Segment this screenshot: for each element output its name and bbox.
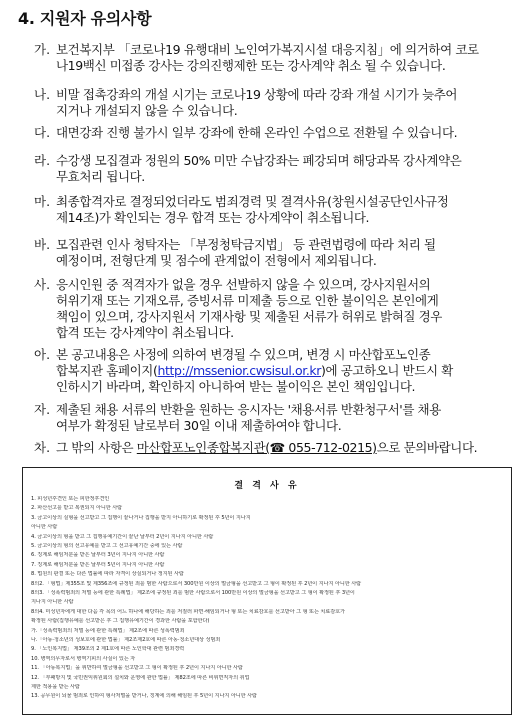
item-line: 나19백신 미접종 강사는 강의진행제한 또는 강사계약 취소 될 수 있습니다. (56, 58, 446, 73)
item-line: 모집관련 인사 청탁자는 「부정청탁금지법」 등 관련법령에 따라 처리 될 (56, 237, 436, 252)
item-label: 나. (34, 87, 51, 102)
item-label: 가. (34, 42, 51, 57)
item-label: 마. (34, 194, 51, 209)
item-text (56, 42, 510, 74)
item-line: 제14조)가 확인되는 경우 합격 또는 강사계약이 취소됩니다. (56, 210, 370, 225)
disqualification-line: 8의2. 「형법」제355조 및 제356조에 규정된 죄를 범한 사람으로서 300만원 이상의 벌금형을 선고받고 그 형이 확정된 후 2년이 지나지 아니한 사람 (31, 580, 362, 587)
item-line: 대면강좌 진행 불가시 일부 강좌에 한해 온라인 수업으로 전환될 수 있습니다. (56, 125, 458, 140)
item-line: 무효처리 됩니다. (56, 169, 145, 184)
disqualification-line: 13. 공무원이 뇌물 범죄로 인하여 형사처벌을 받거나, 징계에 의해 해임된 후 5년이 지나지 아니한 사람 (31, 693, 257, 700)
disqualification-line: 3. 금고이상의 실형을 선고받고 그 집행이 끝나거나 집행을 받지 아니하기로 확정된 후 5년이 지나지 (31, 514, 251, 521)
disqualification-line: 4. 금고이상의 형을 받고 그 집행유예기간이 끝난 날부터 2년이 지나지 아니한 사람 (31, 533, 214, 540)
item-text (56, 237, 510, 269)
item-line-with-link (56, 363, 510, 379)
disqualification-line: 8. 법원의 판결 또는 다른 법률에 따라 자격이 상실되거나 정지된 사람 (31, 571, 184, 578)
item-line: 여부가 확정된 날로부터 30일 이내 제출하여야 합니다. (56, 418, 342, 433)
link-prefix: 합복지관 홈페이지( (56, 363, 158, 378)
link-suffix: )에 공고하오니 반드시 확 (321, 363, 453, 378)
item-line: 인하시기 바라며, 확인하지 아니하여 받는 불이익은 본인 책임입니다. (56, 379, 416, 394)
contact-prefix: 그 밖의 사항은 (56, 440, 137, 455)
item-text (56, 153, 510, 185)
item-line: 응시인원 중 적격자가 없을 경우 선발하지 않을 수 있으며, 강사지원서의 (56, 277, 431, 292)
disqualification-line: 아니한 사람 (31, 524, 58, 531)
disqualification-line: 지나지 아니한 사람 (31, 599, 74, 606)
item-text (56, 277, 510, 341)
contact-line (56, 440, 510, 456)
item-line: 제출된 채용 서류의 반환을 원하는 응시자는 '채용서류 반환청구서'를 채용 (56, 402, 441, 417)
disqualification-line: 가.「성폭력범죄의 처벌 등에 관한 특례법」 제2조에 따른 성폭력범죄 (31, 627, 185, 634)
item-text (56, 125, 510, 141)
disqualification-line: 7. 징계로 해임처분을 받은 날부터 5년이 지나지 아니한 사람 (31, 561, 165, 568)
item-line: 예정이며, 전형단계 및 점수에 관계없이 전형에서 제외됩니다. (56, 253, 377, 268)
item-label: 라. (34, 153, 51, 168)
disqualification-box (22, 467, 512, 715)
item-line: 지거나 개설되지 않을 수 있습니다. (56, 103, 238, 118)
item-text (56, 402, 510, 434)
disqualification-line: 8의3. 「성폭력범죄의 처벌 등에 관한 특례법」 제2조에 규정된 죄를 범한 사람으로서 100만원 이상의 벌금형을 선고받고 그 형이 확정된 후 3년이 (31, 590, 355, 596)
disqualification-line: 10. 병역의무자로서 병역기피의 사실이 있는 자 (31, 655, 136, 662)
contact-info: 마산합포노인종합복지관(☎ 055-712-0215) (136, 440, 377, 455)
disqualification-line: 8의4. 미성년자에게 대한 다음 각 목의 어느 하나에 해당하는 죄를 저질러 파면·해임되거나 형 또는 치료감호를 선고받아 그 형 또는 치료감호가 (31, 608, 345, 615)
item-line: 최종합격자로 결정되었더라도 범죄경력 및 결격사유(창원시설공단인사규정 (56, 194, 449, 209)
disqualification-line: 확정된 사람(집행유예를 선고받은 후 그 집행유예기간이 경과한 사람을 포함한다) (31, 618, 210, 625)
item-label: 다. (34, 125, 51, 140)
item-label: 바. (34, 237, 51, 252)
item-line: 합격 또는 강사계약이 취소됩니다. (56, 325, 234, 340)
disqualification-line: 나.「아동·청소년의 성보호에 관한 법률」 제2조제2호에 따른 아동·청소년대상 성범죄 (31, 637, 221, 643)
disqualification-line: 1. 피성년후견인 또는 피한정후견인 (31, 496, 110, 502)
contact-suffix: 으로 문의바랍니다. (376, 440, 478, 455)
item-label: 차. (34, 440, 51, 455)
disqualification-line: 12. 「부패방지 및 국민권익위원회의 설치와 운영에 관한 법률」 제82조에 따른 비위면직자의 취업 (31, 674, 250, 681)
item-line: 책임이 있으며, 강사지원서 기재사항 및 제출된 서류가 허위로 밝혀질 경우 (56, 309, 442, 324)
item-text (56, 87, 510, 119)
item-line: 허위기재 또는 기재오류, 증빙서류 미제출 등으로 인한 불이익은 본인에게 (56, 293, 439, 308)
disqualification-title: 결 격 사 유 (234, 481, 300, 491)
item-text (56, 440, 510, 456)
homepage-link[interactable]: http://mssenior.cwsisul.or.kr (157, 363, 321, 378)
disqualification-line: 2. 파산선고를 받고 복권되지 아니한 사람 (31, 505, 123, 512)
item-line: 본 공고내용은 사정에 의하여 변경될 수 있으며, 변경 시 마산합포노인종 (56, 347, 431, 362)
disqualification-line: 9. 「노인복지법」 제39조의 2 제1호에 따른 노인학대 관련 범죄경력 (31, 646, 185, 653)
disqualification-line: 11. 「아동복지법」을 위반하여 벌금형을 선고받고 그 형이 확정된 후 2년이 지나지 아니한 사람 (31, 665, 243, 672)
disqualification-line: 6. 징계로 해임처분을 받은 날부터 3년이 지나지 아니한 사람 (31, 552, 165, 559)
disqualification-line: 5. 금고이상의 형의 선고유예를 받고 그 선고유예기간 중에 있는 사람 (31, 543, 183, 549)
item-text (56, 194, 510, 226)
item-label: 사. (34, 277, 51, 292)
page-title: 4. 지원자 유의사항 (18, 9, 152, 28)
item-line: 보건복지부 「코로나19 유행대비 노인여가복지시설 대응지침」에 의거하여 코로 (56, 42, 479, 57)
item-label: 아. (34, 347, 51, 362)
item-line: 수강생 모집결과 정원의 50% 미만 수납강좌는 폐강되며 해당과목 강사계약은 (56, 153, 462, 168)
item-text (56, 347, 510, 395)
item-line: 비말 접촉강좌의 개설 시기는 코로나19 상황에 따라 강좌 개설 시기가 늦추어 (56, 87, 458, 102)
item-label: 자. (34, 402, 51, 417)
disqualification-line: 제한 적용을 받는 사람 (31, 684, 80, 690)
